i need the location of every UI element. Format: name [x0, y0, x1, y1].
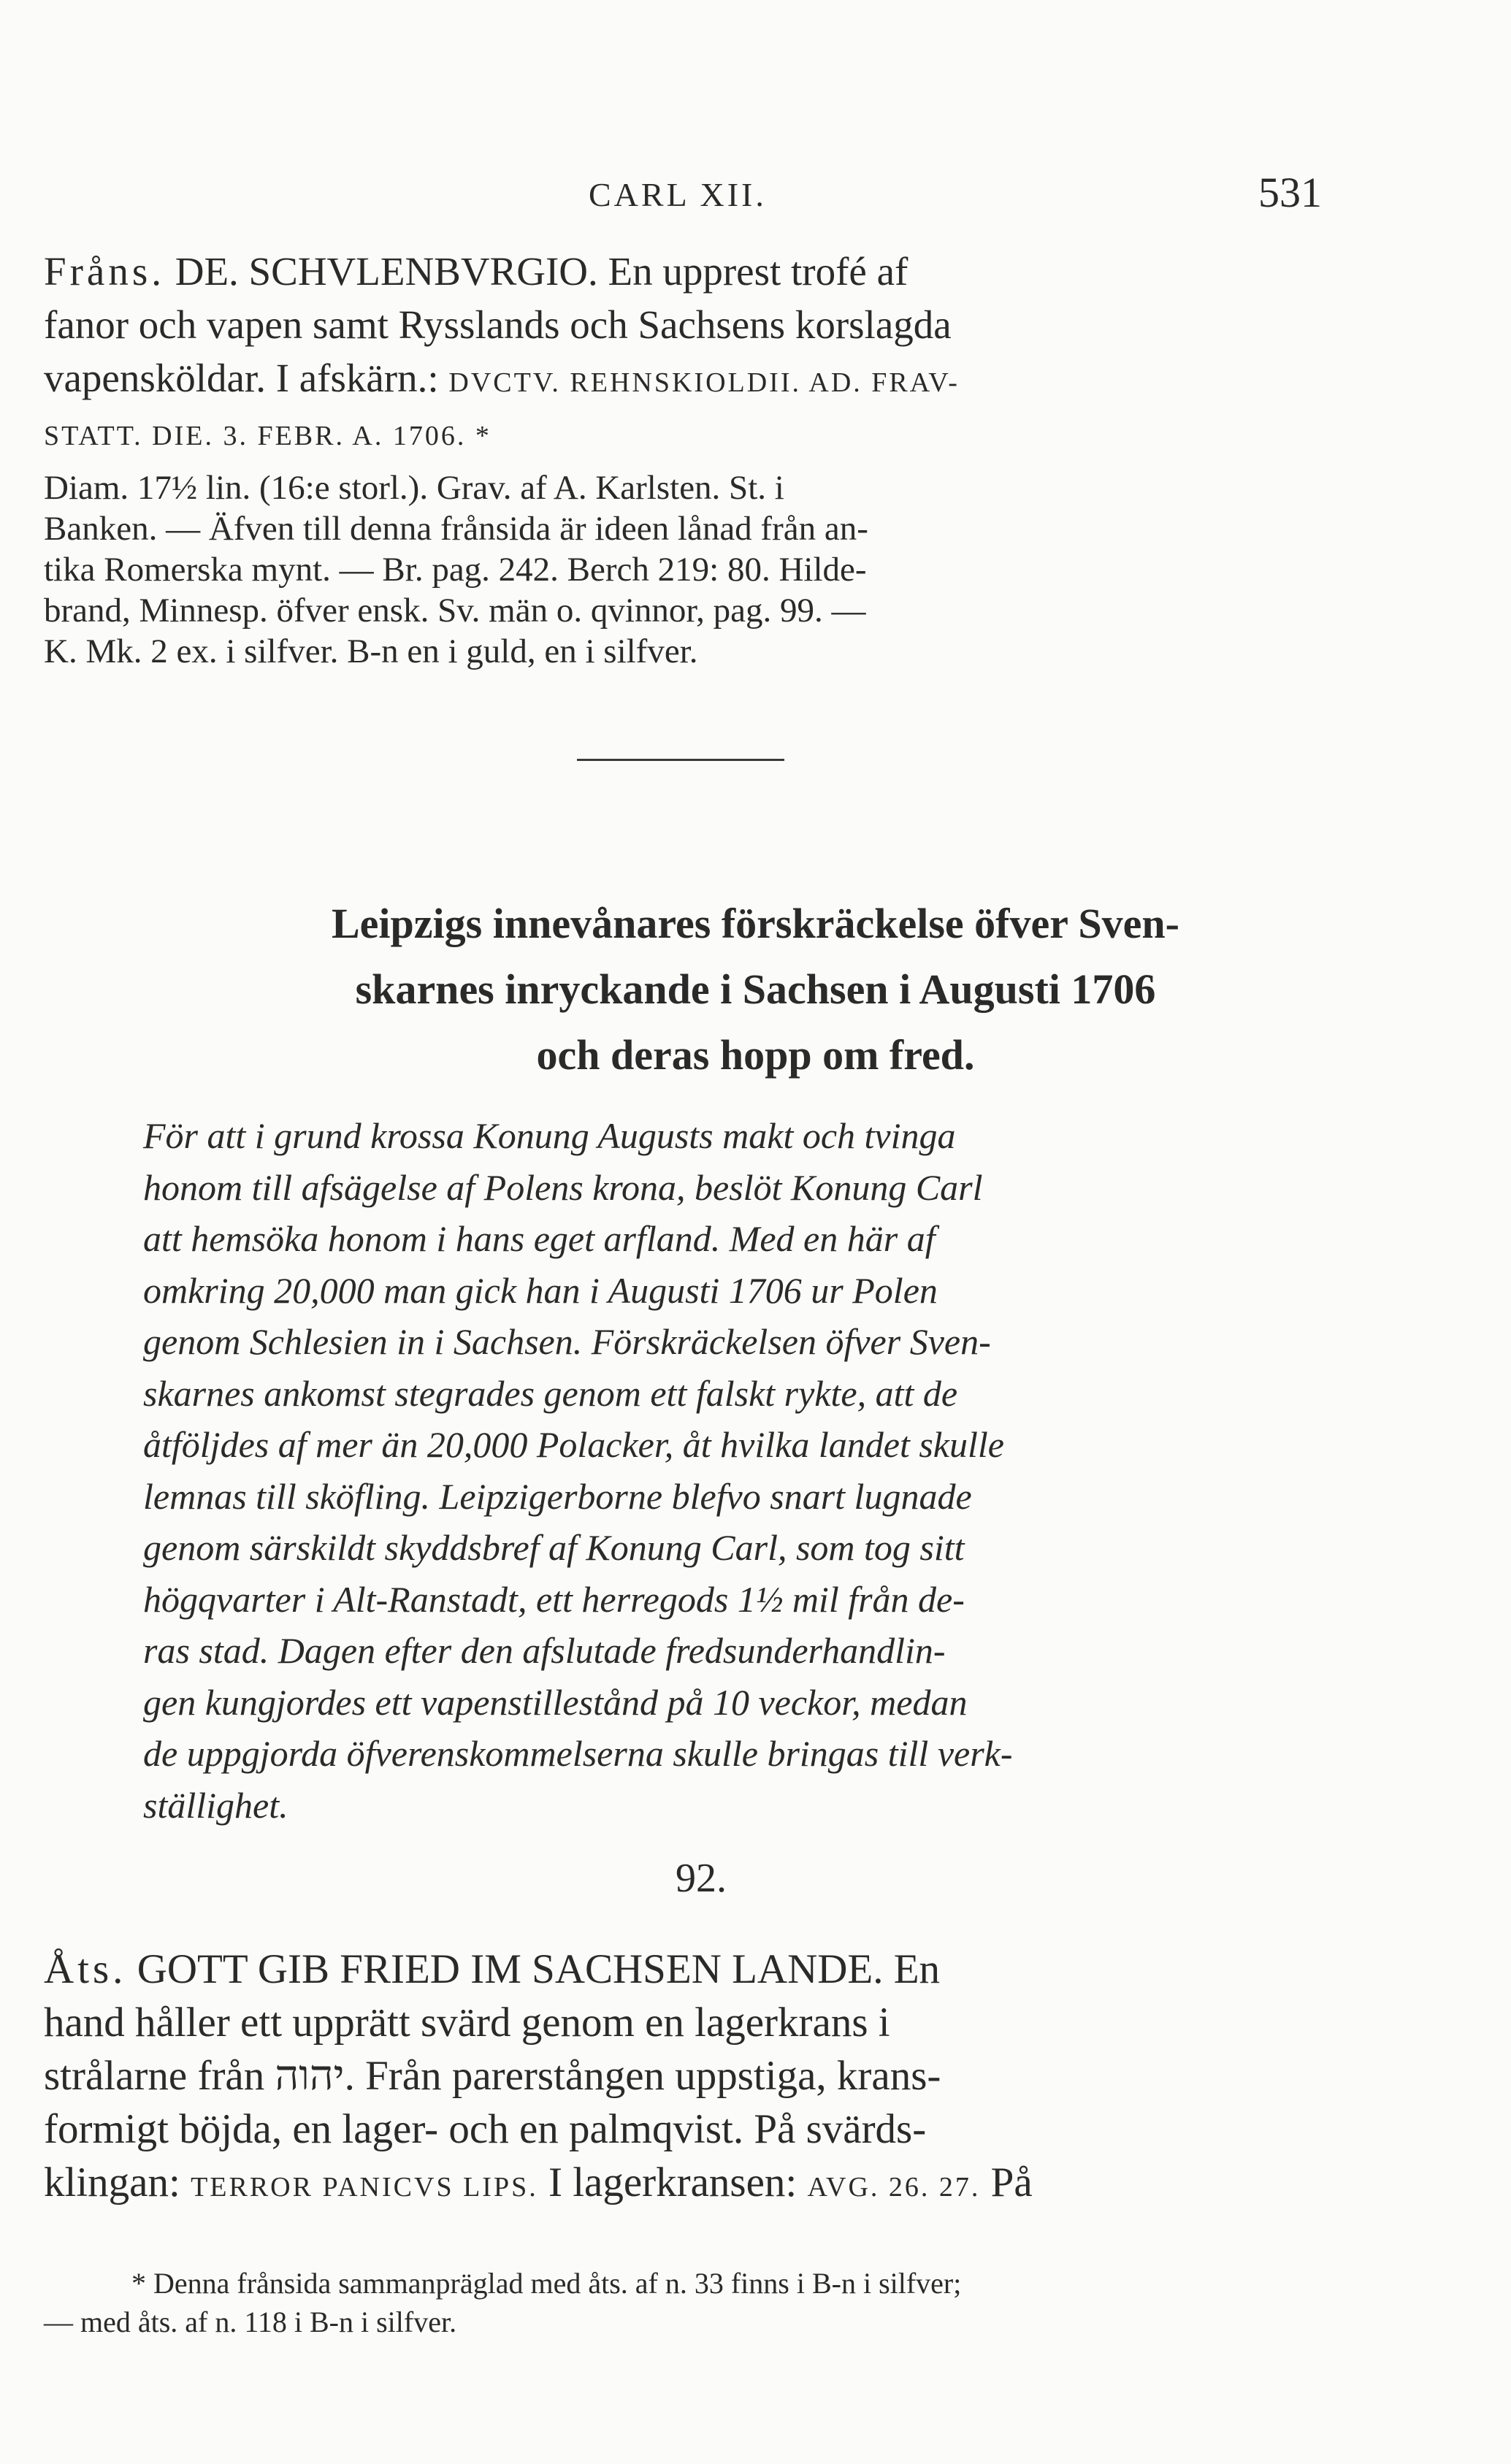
- heading-line: Leipzigs innevånares förskräckelse öfver Sven-: [332, 900, 1179, 947]
- text-line: brand, Minnesp. öfver ensk. Sv. män o. qvinnor, pag. 99. —: [44, 592, 866, 630]
- historical-introduction: [143, 1110, 1268, 1831]
- text-line: omkring 20,000 man gick han i Augusti 1706 ur Polen: [143, 1269, 938, 1311]
- text-line: hand håller ett upprätt svärd genom en lagerkrans i: [44, 2000, 890, 2046]
- footnote-line: — med åts. af n. 118 i B-n i silfver.: [44, 2306, 457, 2338]
- text-line: Diam. 17½ lin. (16:e storl.). Grav. af A. Karlsten. St. i: [44, 469, 784, 507]
- text-line: högqvarter i Alt-Ranstadt, ett herregods 1½ mil från de-: [143, 1578, 965, 1620]
- text-line: genom särskildt skyddsbref af Konung Carl, som tog sitt: [143, 1527, 965, 1568]
- obverse-description-paragraph: [44, 1943, 1329, 2214]
- heading-line: skarnes inryckande i Sachsen i Augusti 1706: [355, 965, 1156, 1013]
- paragraph-lead: Fråns.: [44, 249, 165, 294]
- text-line: [44, 351, 1329, 410]
- text-fragment: GOTT GIB FRIED IM SACHSEN LANDE. En: [126, 1946, 941, 1992]
- text-line: gen kungjordes ett vapenstillestånd på 10 veckor, medan: [143, 1681, 968, 1723]
- text-line: [44, 1943, 1329, 1996]
- text-line: genom Schlesien in i Sachsen. Förskräckelsen öfver Sven-: [143, 1321, 991, 1362]
- text-line: [44, 2156, 1329, 2214]
- medal-details-paragraph: [44, 467, 1329, 672]
- text-line: honom till afsägelse af Polens krona, beslöt Konung Carl: [143, 1166, 983, 1208]
- text-line: ras stad. Dagen efter den afslutade fredsunderhandlin-: [143, 1630, 946, 1671]
- inscription-text: STATT. DIE. 3. FEBR. A. 1706. *: [44, 421, 491, 451]
- text-line: att hemsöka honom i hans eget arfland. Med en här af: [143, 1218, 936, 1259]
- footnote-line: * Denna frånsida sammanpräglad med åts. af n. 33 finns i B-n i silfver;: [131, 2267, 962, 2300]
- text-fragment: DE. SCHVLENBVRGIO. En upprest trofé af: [164, 249, 908, 294]
- text-fragment: På: [980, 2159, 1033, 2205]
- text-line: Banken. — Äfven till denna frånsida är ideen lånad från an-: [44, 510, 868, 548]
- text-line: tika Romerska mynt. — Br. pag. 242. Berch 219: 80. Hilde-: [44, 551, 867, 589]
- text-line: K. Mk. 2 ex. i silfver. B-n en i guld, en i silfver.: [44, 632, 698, 670]
- section-heading: [0, 891, 1511, 1088]
- section-divider: [577, 759, 784, 761]
- page-header: [0, 162, 1351, 221]
- inscription-text: TERROR PANICVS LIPS.: [191, 2172, 538, 2203]
- text-line: ställighet.: [143, 1784, 288, 1826]
- text-fragment: klingan:: [44, 2159, 191, 2205]
- text-fragment: I lagerkransen:: [538, 2159, 808, 2205]
- text-line: För att i grund krossa Konung Augusts makt och tvinga: [143, 1115, 956, 1156]
- inscription-text: DVCTV. REHNSKIOLDII. AD. FRAV-: [448, 367, 960, 398]
- paragraph-lead: Åts.: [44, 1946, 127, 1992]
- text-line: de uppgjorda öfverenskommelserna skulle bringas till verk-: [143, 1733, 1013, 1774]
- text-line: lemnas till sköfling. Leipzigerborne blefvo snart lugnade: [143, 1475, 972, 1517]
- text-line: skarnes ankomst stegrades genom ett falskt rykte, att de: [143, 1372, 958, 1414]
- text-line: [44, 245, 1329, 298]
- running-title: CARL XII.: [589, 176, 767, 213]
- text-fragment: vapensköldar. I afskärn.:: [44, 356, 449, 400]
- text-line: strålarne från יהוה. Från parerstången uppstiga, krans-: [44, 2053, 941, 2099]
- text-line: åtföljdes af mer än 20,000 Polacker, åt hvilka landet skulle: [143, 1424, 1004, 1465]
- heading-line: och deras hopp om fred.: [536, 1031, 975, 1079]
- reverse-description-paragraph: [44, 245, 1329, 463]
- page-number: 531: [1258, 169, 1322, 216]
- section-number: 92.: [676, 1856, 727, 1901]
- text-line: formigt böjda, en lager- och en palmqvist. På svärds-: [44, 2106, 927, 2152]
- footnote: [44, 2264, 1329, 2341]
- inscription-text: AVG. 26. 27.: [807, 2172, 981, 2203]
- text-line: fanor och vapen samt Rysslands och Sachsens korslagda: [44, 302, 952, 347]
